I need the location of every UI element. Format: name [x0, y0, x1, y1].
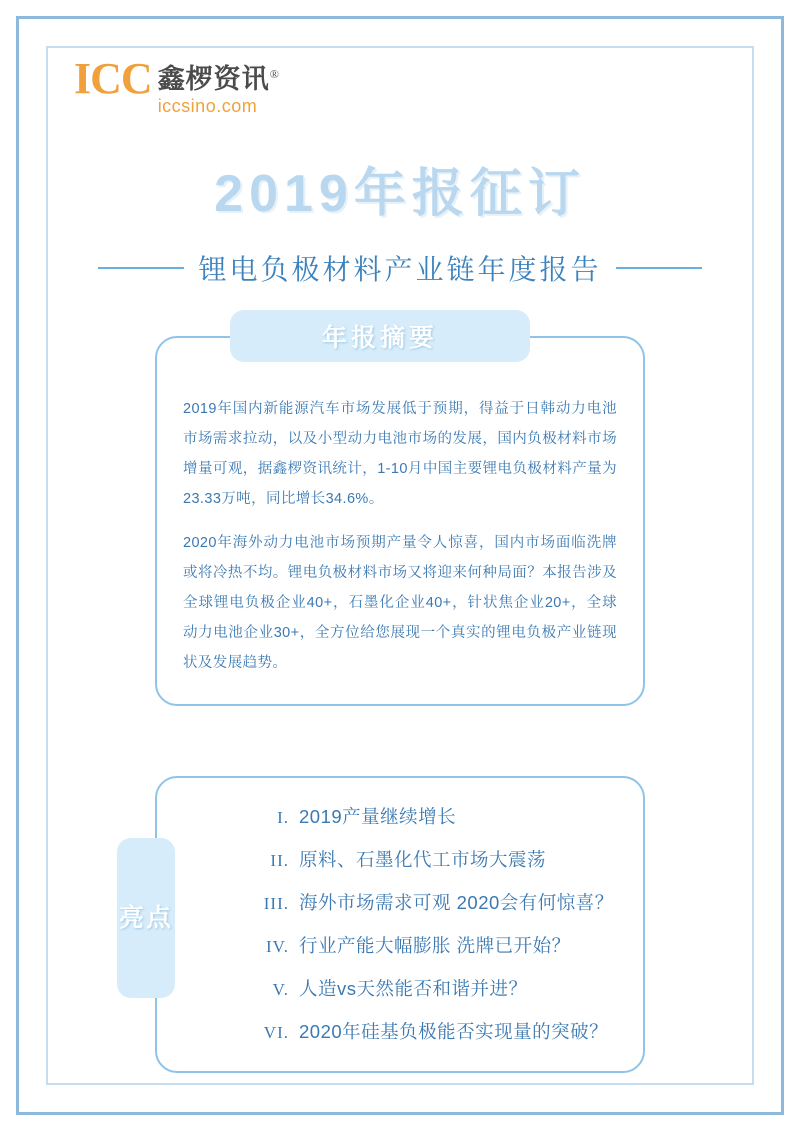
summary-badge-label: 年报摘要 — [321, 324, 438, 352]
list-item-number: IV. — [266, 937, 289, 956]
list-item-number: VI. — [263, 1023, 289, 1042]
list-item — [247, 890, 623, 916]
summary-badge — [230, 310, 530, 362]
summary-section — [155, 324, 645, 706]
registered-trademark-icon: ® — [269, 67, 280, 81]
highlights-tab — [117, 838, 175, 998]
title-block — [60, 151, 740, 288]
logo-company-name-text: 鑫椤资讯 — [157, 64, 270, 94]
logo-mark: ICC — [74, 54, 152, 103]
highlights-section — [118, 776, 645, 1073]
list-item — [247, 804, 623, 830]
page-subtitle: 锂电负极材料产业链年度报告 — [198, 254, 602, 285]
list-item-label: 2019产量继续增长 — [299, 806, 457, 827]
list-item — [247, 1019, 623, 1045]
summary-card — [155, 336, 645, 706]
brand-logo — [74, 54, 740, 117]
summary-paragraph: 2020年海外动力电池市场预期产量令人惊喜，国内市场面临洗牌或将冷热不均。锂电负极材料市场又将迎来何种局面？本报告涉及全球锂电负极企业40+，石墨化企业40+，针状焦企业20+，全球动力电池企业30+，全方位给您展现一个真实的锂电负极产业链现状及发展趋势。 — [183, 535, 617, 671]
list-item — [247, 847, 623, 873]
rule-right — [616, 267, 702, 269]
list-item-number: II. — [270, 851, 289, 870]
logo-company-name — [158, 60, 280, 93]
page-title: 2019年报征订 — [214, 165, 586, 223]
list-item — [247, 976, 623, 1002]
list-item-number: V. — [272, 980, 289, 999]
rule-left — [98, 267, 184, 269]
list-item-label: 原料、石墨化代工市场大震荡 — [299, 849, 547, 870]
list-item-number: I. — [277, 808, 289, 827]
logo-website-url: iccsino.com — [157, 96, 258, 116]
summary-paragraph: 2019年国内新能源汽车市场发展低于预期，得益于日韩动力电池市场需求拉动，以及小型动力电池市场的发展，国内负极材料市场增量可观，据鑫椤资讯统计，1-10月中国主要锂电负极材料产量为23.33万吨，同比增长34.6%。 — [183, 401, 617, 507]
list-item-label: 行业产能大幅膨胀 洗牌已开始？ — [299, 935, 571, 956]
list-item-number: III. — [263, 894, 289, 913]
subtitle-row — [60, 248, 740, 288]
highlights-tab-label: 亮点 — [118, 904, 173, 932]
list-item-label: 人造vs天然能否和谐并进？ — [299, 978, 528, 999]
highlights-card — [155, 776, 645, 1073]
list-item-label: 2020年硅基负极能否实现量的突破？ — [299, 1021, 609, 1042]
poster-content — [60, 48, 740, 1073]
logo-text-group — [158, 58, 280, 117]
list-item-label: 海外市场需求可观 2020会有何惊喜？ — [299, 892, 614, 913]
list-item — [247, 933, 623, 959]
